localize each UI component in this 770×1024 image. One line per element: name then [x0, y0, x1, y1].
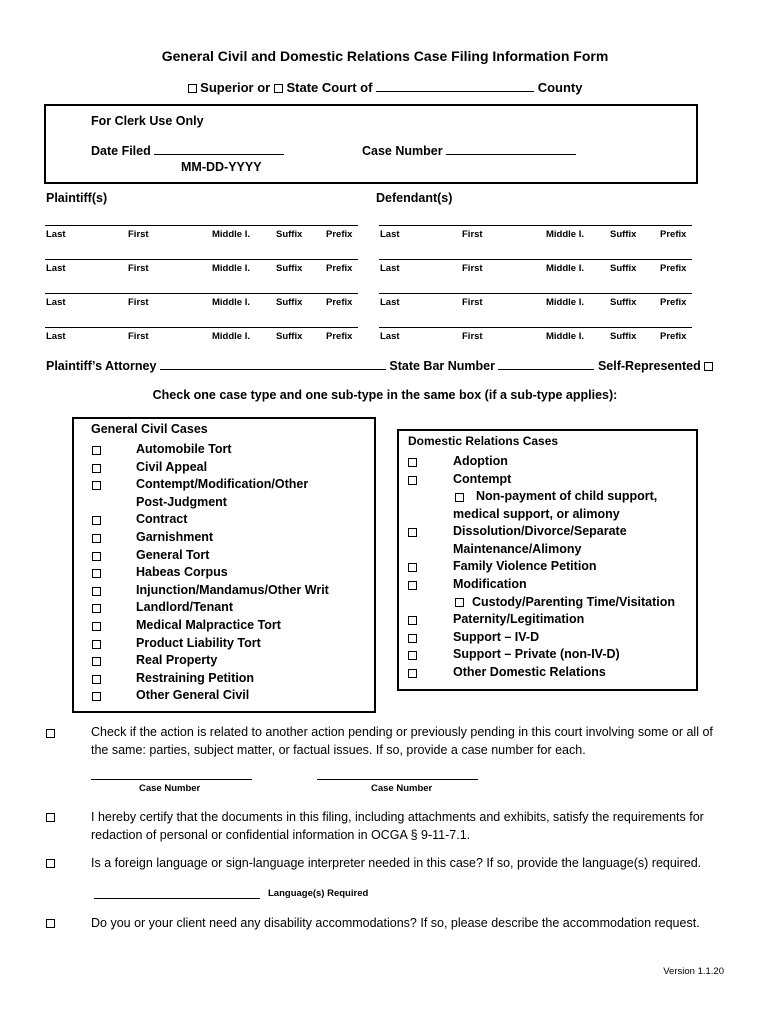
general-civil-item-label: Real Property: [136, 653, 218, 668]
defendant-name-part-label: First: [462, 331, 483, 342]
disability-text: Do you or your client need any disability accommodations? If so, please describe the accommodation request.: [91, 916, 700, 930]
related-case-number-label-1: Case Number: [139, 783, 201, 794]
plaintiff-name-part-label: Middle I.: [212, 263, 250, 274]
defendant-name-part-label: Suffix: [610, 263, 637, 274]
plaintiff-attorney-label: Plaintiff’s Attorney: [46, 359, 157, 373]
support-private-label: Support – Private (non-IV-D): [453, 647, 620, 661]
support-ivd-checkbox[interactable]: [408, 634, 417, 643]
domestic-relations-heading: Domestic Relations Cases: [408, 434, 559, 448]
plaintiff-name-part-label: Middle I.: [212, 297, 250, 308]
related-action-checkbox[interactable]: [46, 729, 55, 738]
redaction-checkbox[interactable]: [46, 813, 55, 822]
defendant-name-part-label: First: [462, 263, 483, 274]
disability-checkbox[interactable]: [46, 919, 55, 928]
defendant-name-field-4[interactable]: [379, 327, 692, 328]
redaction-line1: I hereby certify that the documents in this filing, including attachments and exhibits, satisfy the requirements for: [91, 810, 704, 824]
general-civil-checkbox[interactable]: [92, 446, 101, 455]
plaintiff-name-field-3[interactable]: [45, 293, 358, 294]
family-violence-label: Family Violence Petition: [453, 559, 597, 573]
state-bar-label: State Bar Number: [389, 359, 495, 373]
custody-checkbox[interactable]: [455, 598, 464, 607]
date-format-hint: MM-DD-YYYY: [181, 160, 262, 174]
general-civil-checkbox[interactable]: [92, 569, 101, 578]
general-civil-checkbox[interactable]: [92, 604, 101, 613]
plaintiff-name-part-label: Suffix: [276, 331, 303, 342]
plaintiff-name-part-label: Prefix: [326, 229, 353, 240]
general-civil-item-label: Product Liability Tort: [136, 635, 261, 650]
defendant-name-part-label: Prefix: [660, 297, 687, 308]
plaintiff-name-part-label: Suffix: [276, 263, 303, 274]
plaintiff-name-part-label: Suffix: [276, 229, 303, 240]
general-civil-item-label: Civil Appeal: [136, 459, 208, 474]
general-civil-item-label: Contract: [136, 512, 188, 527]
plaintiff-name-part-label: Last: [46, 297, 66, 308]
plaintiff-name-part-label: Suffix: [276, 297, 303, 308]
plaintiff-name-part-label: Last: [46, 263, 66, 274]
redaction-line2: redaction of personal or confidential information in OCGA § 9-11-7.1.: [91, 828, 471, 842]
plaintiff-name-part-label: Last: [46, 331, 66, 342]
plaintiff-name-field-4[interactable]: [45, 327, 358, 328]
modification-checkbox[interactable]: [408, 581, 417, 590]
superior-court-label: Superior or: [200, 80, 271, 95]
plaintiff-name-part-label: Middle I.: [212, 331, 250, 342]
general-civil-checkbox[interactable]: [92, 640, 101, 649]
support-ivd-label: Support – IV-D: [453, 630, 540, 644]
related-action-line1: Check if the action is related to another action pending or previously pending in this court involving some or all of: [91, 725, 713, 739]
general-civil-checkbox[interactable]: [92, 692, 101, 701]
related-action-line2: the same: parties, subject matter, or factual issues. If so, provide a case number for each.: [91, 743, 586, 757]
other-domestic-checkbox[interactable]: [408, 669, 417, 678]
language-field[interactable]: [94, 898, 260, 899]
contempt-label: Contempt: [453, 472, 512, 486]
state-court-label: State Court of: [286, 80, 373, 95]
defendant-name-part-label: Last: [380, 229, 400, 240]
case-number-row: [362, 143, 576, 158]
interpreter-checkbox[interactable]: [46, 859, 55, 868]
defendant-name-part-label: Middle I.: [546, 331, 584, 342]
related-case-number-field-2[interactable]: [317, 779, 478, 780]
other-domestic-label: Other Domestic Relations: [453, 665, 606, 679]
county-label: County: [537, 80, 583, 95]
attorney-row: [46, 358, 713, 373]
defendant-name-field-1[interactable]: [379, 225, 692, 226]
general-civil-checkbox[interactable]: [92, 464, 101, 473]
general-civil-item-label: Contempt/Modification/Other: [136, 477, 309, 492]
state-bar-field[interactable]: [498, 358, 594, 370]
contempt-nonpayment-label: Non-payment of child support,: [476, 489, 658, 503]
defendant-name-part-label: Suffix: [610, 297, 637, 308]
general-civil-checkbox[interactable]: [92, 534, 101, 543]
plaintiff-name-field-2[interactable]: [45, 259, 358, 260]
defendant-name-part-label: Last: [380, 263, 400, 274]
custody-label: Custody/Parenting Time/Visitation: [472, 595, 676, 609]
defendant-name-part-label: Suffix: [610, 229, 637, 240]
plaintiff-name-part-label: First: [128, 331, 149, 342]
plaintiff-attorney-field[interactable]: [160, 358, 386, 370]
defendant-name-field-2[interactable]: [379, 259, 692, 260]
general-civil-item-label: Habeas Corpus: [136, 565, 228, 580]
adoption-label: Adoption: [453, 454, 508, 468]
family-violence-checkbox[interactable]: [408, 563, 417, 572]
general-civil-checkbox[interactable]: [92, 552, 101, 561]
redaction-text: [91, 808, 751, 844]
paternity-label: Paternity/Legitimation: [453, 612, 585, 626]
plaintiff-name-part-label: Prefix: [326, 263, 353, 274]
defendant-name-part-label: Prefix: [660, 331, 687, 342]
defendant-name-part-label: Last: [380, 331, 400, 342]
general-civil-item-label: Restraining Petition: [136, 670, 255, 685]
defendant-name-part-label: First: [462, 229, 483, 240]
clerk-case-number-label: Case Number: [362, 144, 443, 158]
defendant-name-part-label: Middle I.: [546, 263, 584, 274]
general-civil-checkbox[interactable]: [92, 657, 101, 666]
related-action-text: [91, 723, 751, 759]
general-civil-item-label: Other General Civil: [136, 688, 250, 703]
clerk-use-heading: For Clerk Use Only: [91, 114, 204, 128]
case-type-instruction: Check one case type and one sub-type in the same box (if a sub-type applies):: [152, 388, 618, 402]
general-civil-checkbox[interactable]: [92, 587, 101, 596]
plaintiff-name-part-label: First: [128, 297, 149, 308]
plaintiff-name-part-label: First: [128, 263, 149, 274]
court-name-field[interactable]: [376, 80, 534, 92]
contempt-nonpayment-checkbox[interactable]: [455, 493, 464, 502]
plaintiff-name-field-1[interactable]: [45, 225, 358, 226]
clerk-case-number-field[interactable]: [446, 143, 576, 155]
general-civil-heading: General Civil Cases: [91, 422, 208, 436]
dissolution-label-cont: Maintenance/Alimony: [453, 542, 582, 556]
general-civil-item-label: Injunction/Mandamus/Other Writ: [136, 582, 329, 597]
plaintiff-name-part-label: First: [128, 229, 149, 240]
general-civil-item-label: Landlord/Tenant: [136, 600, 233, 615]
paternity-checkbox[interactable]: [408, 616, 417, 625]
general-civil-checkbox[interactable]: [92, 516, 101, 525]
plaintiff-name-part-label: Middle I.: [212, 229, 250, 240]
plaintiff-name-part-label: Prefix: [326, 297, 353, 308]
general-civil-item-label: Medical Malpractice Tort: [136, 618, 281, 632]
contempt-nonpayment-label-cont: medical support, or alimony: [453, 507, 620, 521]
general-civil-item-label: Garnishment: [136, 530, 214, 544]
adoption-checkbox[interactable]: [408, 458, 417, 467]
general-civil-checkbox[interactable]: [92, 481, 101, 490]
interpreter-text: Is a foreign language or sign-language interpreter needed in this case? If so, provide the language(s) required.: [91, 856, 702, 870]
date-filed-row: [91, 143, 284, 158]
form-title: General Civil and Domestic Relations Case Filing Information Form: [161, 48, 609, 64]
support-private-checkbox[interactable]: [408, 651, 417, 660]
related-case-number-field-1[interactable]: [91, 779, 252, 780]
defendant-name-part-label: Suffix: [610, 331, 637, 342]
defendant-name-part-label: Prefix: [660, 263, 687, 274]
self-represented-checkbox[interactable]: [704, 362, 713, 371]
plaintiff-name-part-label: Prefix: [326, 331, 353, 342]
court-selection-line: [0, 80, 770, 95]
date-filed-label: Date Filed: [91, 144, 151, 158]
defendant-name-part-label: Middle I.: [546, 297, 584, 308]
defendant-name-part-label: Middle I.: [546, 229, 584, 240]
state-court-checkbox[interactable]: [274, 84, 283, 93]
general-civil-checkbox[interactable]: [92, 622, 101, 631]
general-civil-item-label: General Tort: [136, 547, 210, 562]
self-represented-label: Self-Represented: [597, 359, 701, 373]
defendants-heading: Defendant(s): [376, 191, 453, 205]
defendant-name-part-label: Last: [380, 297, 400, 308]
contempt-checkbox[interactable]: [408, 476, 417, 485]
plaintiff-name-part-label: Last: [46, 229, 66, 240]
language-label: Language(s) Required: [268, 888, 369, 899]
dissolution-label: Dissolution/Divorce/Separate: [453, 524, 627, 538]
general-civil-checkbox[interactable]: [92, 675, 101, 684]
date-filed-field[interactable]: [154, 143, 284, 155]
dissolution-checkbox[interactable]: [408, 528, 417, 537]
general-civil-item-label: Automobile Tort: [136, 442, 232, 456]
modification-label: Modification: [453, 577, 527, 591]
superior-court-checkbox[interactable]: [188, 84, 197, 93]
related-case-number-label-2: Case Number: [371, 783, 433, 794]
plaintiffs-heading: Plaintiff(s): [46, 191, 108, 205]
defendant-name-field-3[interactable]: [379, 293, 692, 294]
defendant-name-part-label: Prefix: [660, 229, 687, 240]
defendant-name-part-label: First: [462, 297, 483, 308]
version-label: Version 1.1.20: [663, 966, 724, 977]
general-civil-item-label: Post-Judgment: [136, 494, 227, 509]
